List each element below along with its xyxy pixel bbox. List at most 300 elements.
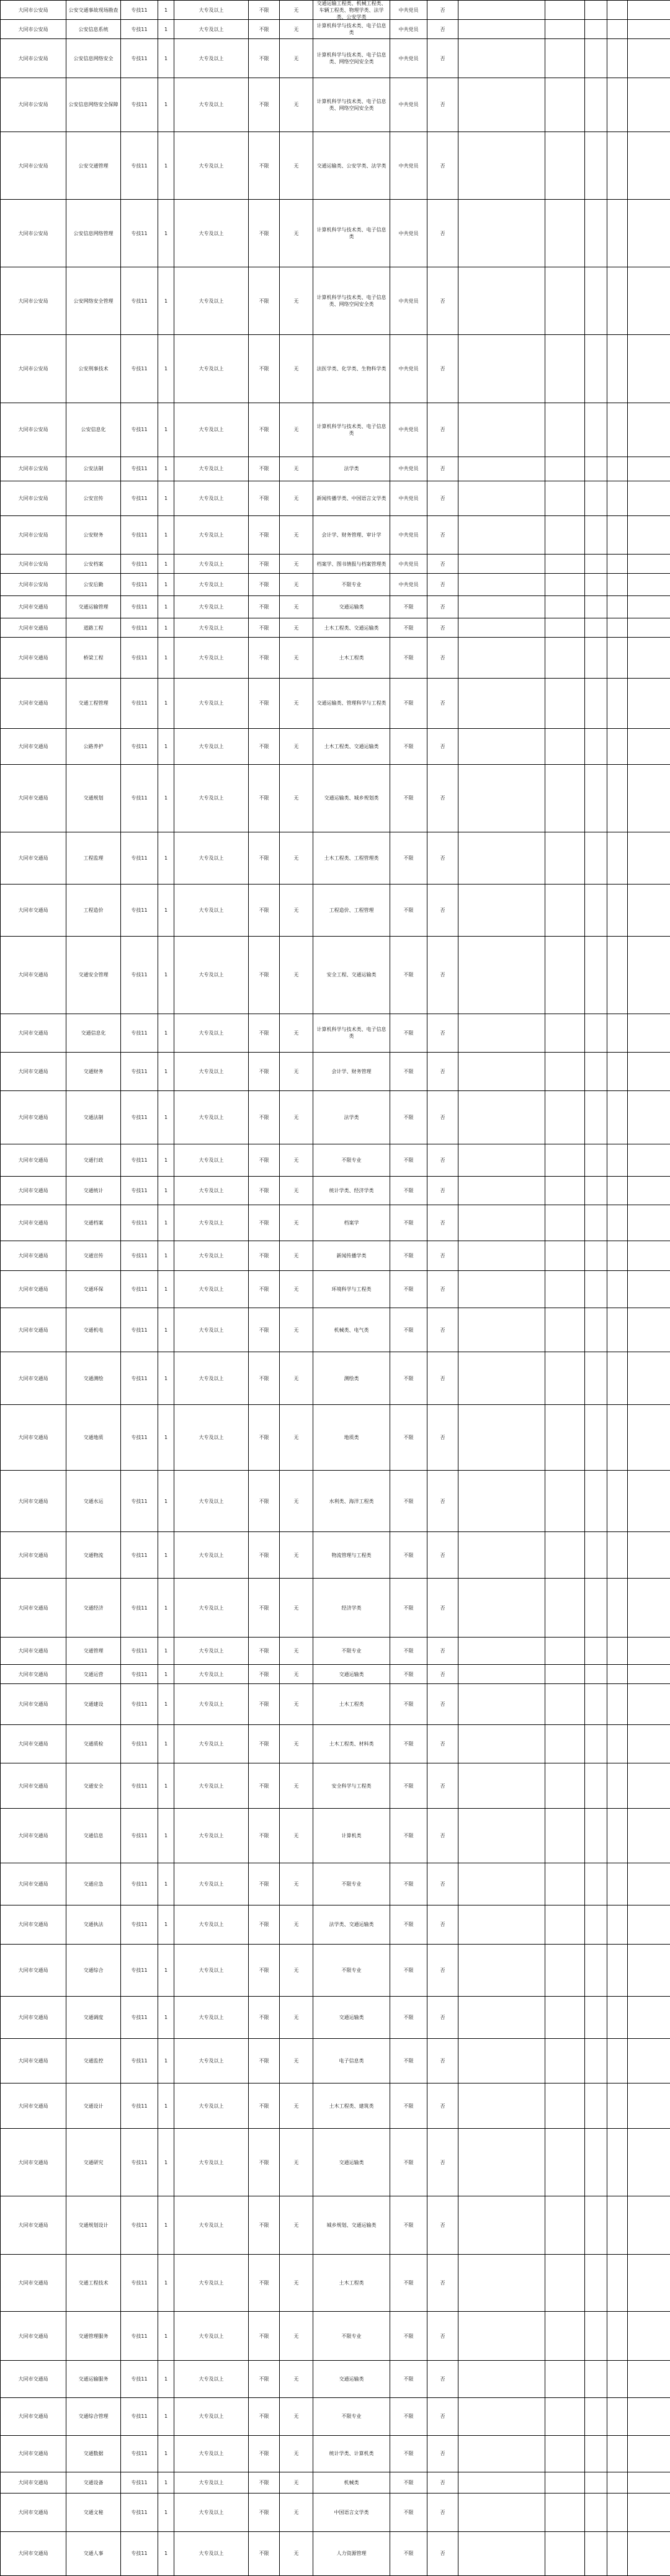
table-cell: 大专及以上 bbox=[174, 1905, 249, 1944]
table-cell bbox=[585, 1665, 607, 1684]
table-cell bbox=[545, 885, 585, 937]
table-cell: 交通运输类 bbox=[313, 596, 390, 618]
table-cell bbox=[607, 1053, 628, 1091]
table-cell bbox=[628, 1471, 670, 1533]
table-cell: 大同市公安局 bbox=[1, 20, 66, 39]
table-cell bbox=[628, 1905, 670, 1944]
table-cell bbox=[585, 39, 607, 78]
table-cell: 交通设计 bbox=[66, 2084, 121, 2129]
table-cell bbox=[607, 1905, 628, 1944]
table-cell: 大同市交通局 bbox=[1, 1725, 66, 1763]
table-cell: 否 bbox=[427, 1, 458, 20]
table-cell: 交通财务 bbox=[66, 1053, 121, 1091]
table-cell bbox=[585, 765, 607, 832]
table-cell: 交通规划设计 bbox=[66, 2196, 121, 2255]
table-cell: 不限 bbox=[390, 2494, 427, 2532]
table-cell bbox=[628, 574, 670, 596]
table-cell bbox=[545, 335, 585, 403]
table-cell: 无 bbox=[280, 1863, 313, 1906]
table-cell bbox=[607, 78, 628, 132]
table-cell: 大专及以上 bbox=[174, 937, 249, 1014]
table-cell bbox=[628, 1579, 670, 1638]
table-cell: 大专及以上 bbox=[174, 1809, 249, 1863]
table-cell: 不限 bbox=[249, 1863, 280, 1906]
table-cell: 大专及以上 bbox=[174, 2398, 249, 2436]
table-cell: 不限 bbox=[249, 2196, 280, 2255]
table-cell: 专技11 bbox=[121, 1579, 158, 1638]
table-cell: 无 bbox=[280, 1177, 313, 1206]
table-cell bbox=[545, 1638, 585, 1665]
table-cell: 专技11 bbox=[121, 20, 158, 39]
table-cell bbox=[607, 2312, 628, 2361]
table-cell: 1 bbox=[158, 2196, 174, 2255]
table-cell bbox=[585, 1684, 607, 1724]
table-cell: 中共党员 bbox=[390, 403, 427, 457]
table-cell bbox=[458, 596, 545, 618]
table-cell bbox=[607, 1997, 628, 2039]
table-cell: 交通综合 bbox=[66, 1945, 121, 1997]
table-cell: 无 bbox=[280, 2472, 313, 2494]
table-cell: 大同市交通局 bbox=[1, 1014, 66, 1053]
table-cell bbox=[545, 1241, 585, 1271]
table-cell: 环境科学与工程类 bbox=[313, 1271, 390, 1308]
table-cell: 交通管理服务 bbox=[66, 2312, 121, 2361]
table-cell bbox=[585, 2361, 607, 2397]
table-cell: 专技11 bbox=[121, 132, 158, 200]
table-cell bbox=[458, 555, 545, 574]
table-cell bbox=[458, 2039, 545, 2084]
table-cell: 1 bbox=[158, 1997, 174, 2039]
table-cell bbox=[545, 638, 585, 678]
table-cell bbox=[545, 1665, 585, 1684]
table-cell bbox=[607, 832, 628, 885]
table-cell: 桥梁工程 bbox=[66, 638, 121, 678]
table-cell: 交通监控 bbox=[66, 2039, 121, 2084]
table-cell bbox=[607, 1014, 628, 1053]
table-cell: 1 bbox=[158, 2532, 174, 2575]
table-cell: 否 bbox=[427, 2472, 458, 2494]
table-cell: 1 bbox=[158, 1177, 174, 1206]
table-cell bbox=[607, 574, 628, 596]
table-cell: 无 bbox=[280, 1241, 313, 1271]
table-cell: 无 bbox=[280, 1684, 313, 1724]
table-cell bbox=[545, 132, 585, 200]
table-cell bbox=[585, 596, 607, 618]
table-cell: 不限 bbox=[249, 1352, 280, 1404]
table-cell bbox=[545, 1091, 585, 1144]
table-cell bbox=[585, 555, 607, 574]
table-cell: 不限 bbox=[249, 1905, 280, 1944]
table-cell: 无 bbox=[280, 2196, 313, 2255]
table-cell: 否 bbox=[427, 2129, 458, 2196]
table-cell bbox=[545, 596, 585, 618]
table-cell: 大同市公安局 bbox=[1, 132, 66, 200]
table-cell bbox=[458, 1863, 545, 1906]
table-cell bbox=[458, 403, 545, 457]
table-cell: 不限 bbox=[390, 1308, 427, 1353]
table-cell: 公安信息网络安全保障 bbox=[66, 78, 121, 132]
table-cell: 大专及以上 bbox=[174, 200, 249, 267]
table-cell: 大专及以上 bbox=[174, 2472, 249, 2494]
table-cell: 大专及以上 bbox=[174, 1, 249, 20]
table-cell: 交通运输工程类、机械工程类、车辆工程类、物理学类、法学类、公安学类 bbox=[313, 1, 390, 20]
table-cell bbox=[585, 1144, 607, 1176]
table-cell: 大专及以上 bbox=[174, 267, 249, 335]
table-cell: 1 bbox=[158, 516, 174, 555]
table-cell: 1 bbox=[158, 1863, 174, 1906]
table-cell: 无 bbox=[280, 335, 313, 403]
table-cell: 不限 bbox=[249, 1809, 280, 1863]
table-cell bbox=[628, 1, 670, 20]
table-cell: 交通经济 bbox=[66, 1579, 121, 1638]
table-cell: 中共党员 bbox=[390, 132, 427, 200]
table-cell bbox=[545, 2361, 585, 2397]
table-cell: 不限 bbox=[249, 1945, 280, 1997]
table-cell: 不限 bbox=[390, 1091, 427, 1144]
table-cell: 公安宣传 bbox=[66, 481, 121, 516]
table-cell bbox=[628, 267, 670, 335]
table-cell: 大同市交通局 bbox=[1, 885, 66, 937]
table-cell bbox=[585, 937, 607, 1014]
table-cell: 大专及以上 bbox=[174, 1665, 249, 1684]
table-cell: 交通运输类 bbox=[313, 1997, 390, 2039]
table-cell bbox=[607, 2129, 628, 2196]
table-cell bbox=[628, 2398, 670, 2436]
table-cell bbox=[628, 481, 670, 516]
table-cell bbox=[607, 638, 628, 678]
table-cell bbox=[458, 2398, 545, 2436]
table-cell: 土木工程类、交通运输类 bbox=[313, 618, 390, 638]
table-cell: 不限 bbox=[249, 1665, 280, 1684]
table-cell: 否 bbox=[427, 618, 458, 638]
table-cell: 计算机科学与技术类、电子信息类 bbox=[313, 1014, 390, 1053]
table-cell: 专技11 bbox=[121, 1905, 158, 1944]
table-cell bbox=[628, 1091, 670, 1144]
table-cell: 不限 bbox=[249, 1177, 280, 1206]
table-cell bbox=[545, 200, 585, 267]
table-cell: 交通运输类、管理科学与工程类 bbox=[313, 679, 390, 729]
table-cell: 不限 bbox=[249, 1579, 280, 1638]
table-cell bbox=[545, 1471, 585, 1533]
table-cell: 1 bbox=[158, 20, 174, 39]
table-cell bbox=[607, 1091, 628, 1144]
table-cell: 大同市交通局 bbox=[1, 2472, 66, 2494]
table-cell bbox=[628, 638, 670, 678]
table-cell bbox=[628, 1638, 670, 1665]
table-cell: 否 bbox=[427, 1091, 458, 1144]
table-cell: 不限 bbox=[390, 1809, 427, 1863]
table-cell: 大专及以上 bbox=[174, 1177, 249, 1206]
table-cell: 专技11 bbox=[121, 2436, 158, 2472]
table-cell: 专技11 bbox=[121, 2255, 158, 2312]
table-cell: 无 bbox=[280, 2255, 313, 2312]
table-cell bbox=[628, 555, 670, 574]
table-cell: 1 bbox=[158, 1725, 174, 1763]
table-cell: 不限 bbox=[390, 1014, 427, 1053]
table-cell: 大同市交通局 bbox=[1, 1665, 66, 1684]
table-cell: 公安网络安全管理 bbox=[66, 267, 121, 335]
table-cell: 大同市交通局 bbox=[1, 1308, 66, 1353]
table-cell: 不限 bbox=[249, 1763, 280, 1809]
table-cell: 大专及以上 bbox=[174, 1863, 249, 1906]
table-cell bbox=[545, 457, 585, 481]
table-cell: 法学类、交通运输类 bbox=[313, 1905, 390, 1944]
table-cell: 不限 bbox=[249, 516, 280, 555]
table-cell: 1 bbox=[158, 2494, 174, 2532]
table-cell: 大专及以上 bbox=[174, 2084, 249, 2129]
table-cell: 大专及以上 bbox=[174, 1945, 249, 1997]
table-cell: 不限 bbox=[249, 679, 280, 729]
table-cell: 专技11 bbox=[121, 516, 158, 555]
table-cell: 否 bbox=[427, 1809, 458, 1863]
table-cell bbox=[585, 679, 607, 729]
table-cell bbox=[585, 1863, 607, 1906]
table-cell bbox=[545, 267, 585, 335]
table-cell bbox=[458, 1241, 545, 1271]
table-cell bbox=[545, 555, 585, 574]
table-cell: 不限 bbox=[249, 20, 280, 39]
table-cell: 不限 bbox=[249, 885, 280, 937]
table-cell: 不限 bbox=[249, 2084, 280, 2129]
table-cell: 否 bbox=[427, 2398, 458, 2436]
table-cell: 专技11 bbox=[121, 1352, 158, 1404]
table-cell: 无 bbox=[280, 596, 313, 618]
table-cell: 无 bbox=[280, 1945, 313, 1997]
table-cell: 交通运输服务 bbox=[66, 2361, 121, 2397]
table-cell bbox=[458, 885, 545, 937]
table-cell bbox=[628, 1205, 670, 1241]
table-cell: 1 bbox=[158, 2472, 174, 2494]
table-cell: 土木工程类、工程管理类 bbox=[313, 832, 390, 885]
table-cell: 大专及以上 bbox=[174, 596, 249, 618]
table-cell bbox=[585, 1809, 607, 1863]
table-cell: 1 bbox=[158, 596, 174, 618]
table-cell bbox=[458, 20, 545, 39]
table-cell: 会计学、财务管理 bbox=[313, 1053, 390, 1091]
table-cell: 交通水运 bbox=[66, 1471, 121, 1533]
table-cell: 不限 bbox=[390, 1905, 427, 1944]
table-cell bbox=[585, 1, 607, 20]
table-cell: 专技11 bbox=[121, 937, 158, 1014]
table-cell bbox=[585, 20, 607, 39]
table-cell: 大同市交通局 bbox=[1, 2084, 66, 2129]
table-cell bbox=[585, 885, 607, 937]
table-cell: 公路养护 bbox=[66, 729, 121, 765]
table-cell bbox=[458, 937, 545, 1014]
table-cell: 不限 bbox=[249, 1014, 280, 1053]
table-cell: 交通机电 bbox=[66, 1308, 121, 1353]
table-cell bbox=[458, 679, 545, 729]
table-cell bbox=[607, 1945, 628, 1997]
table-cell bbox=[545, 1053, 585, 1091]
table-cell: 交通设备 bbox=[66, 2472, 121, 2494]
table-cell: 专技11 bbox=[121, 200, 158, 267]
table-cell bbox=[607, 596, 628, 618]
table-cell bbox=[545, 2494, 585, 2532]
table-cell: 无 bbox=[280, 1271, 313, 1308]
table-cell: 计算机科学与技术类、电子信息类 bbox=[313, 403, 390, 457]
table-cell: 大专及以上 bbox=[174, 39, 249, 78]
table-cell: 交通物流 bbox=[66, 1532, 121, 1579]
table-cell: 不限 bbox=[249, 1271, 280, 1308]
table-cell: 交通规划 bbox=[66, 765, 121, 832]
table-cell: 交通安全管理 bbox=[66, 937, 121, 1014]
table-cell: 不限 bbox=[249, 39, 280, 78]
table-cell: 无 bbox=[280, 481, 313, 516]
table-cell: 交通调度 bbox=[66, 1997, 121, 2039]
table-cell: 大专及以上 bbox=[174, 1471, 249, 1533]
table-cell: 中共党员 bbox=[390, 574, 427, 596]
table-cell bbox=[628, 2129, 670, 2196]
table-cell: 大专及以上 bbox=[174, 1308, 249, 1353]
table-cell bbox=[545, 39, 585, 78]
table-cell bbox=[585, 574, 607, 596]
table-cell bbox=[628, 2472, 670, 2494]
table-cell bbox=[607, 729, 628, 765]
table-cell bbox=[607, 1763, 628, 1809]
table-cell: 不限 bbox=[390, 1579, 427, 1638]
table-cell: 无 bbox=[280, 1308, 313, 1353]
table-cell bbox=[607, 1665, 628, 1684]
table-cell bbox=[585, 1725, 607, 1763]
table-cell: 否 bbox=[427, 638, 458, 678]
table-cell bbox=[628, 2196, 670, 2255]
table-cell bbox=[585, 1405, 607, 1471]
table-cell: 1 bbox=[158, 1471, 174, 1533]
table-cell: 专技11 bbox=[121, 1091, 158, 1144]
table-cell: 1 bbox=[158, 1638, 174, 1665]
table-cell: 专技11 bbox=[121, 574, 158, 596]
table-cell: 大同市交通局 bbox=[1, 1352, 66, 1404]
table-cell: 否 bbox=[427, 1684, 458, 1724]
table-cell: 无 bbox=[280, 20, 313, 39]
table-cell: 否 bbox=[427, 1144, 458, 1176]
table-cell: 否 bbox=[427, 2196, 458, 2255]
table-cell bbox=[458, 1763, 545, 1809]
table-cell: 专技11 bbox=[121, 1809, 158, 1863]
table-cell bbox=[545, 1144, 585, 1176]
table-cell: 土木工程类 bbox=[313, 638, 390, 678]
table-cell bbox=[458, 1905, 545, 1944]
table-cell bbox=[585, 2084, 607, 2129]
table-cell: 大同市交通局 bbox=[1, 1945, 66, 1997]
table-cell: 否 bbox=[427, 1205, 458, 1241]
table-cell: 大同市交通局 bbox=[1, 832, 66, 885]
table-cell: 不限 bbox=[390, 1684, 427, 1724]
table-cell: 否 bbox=[427, 1725, 458, 1763]
table-cell: 不限 bbox=[390, 2472, 427, 2494]
table-cell: 交通地质 bbox=[66, 1405, 121, 1471]
table-cell: 无 bbox=[280, 2532, 313, 2575]
table-cell bbox=[585, 335, 607, 403]
table-cell: 不限 bbox=[249, 2361, 280, 2397]
table-cell: 交通档案 bbox=[66, 1205, 121, 1241]
table-cell: 法医学类、化学类、生物科学类 bbox=[313, 335, 390, 403]
table-cell: 无 bbox=[280, 937, 313, 1014]
table-cell: 不限 bbox=[249, 937, 280, 1014]
table-cell bbox=[545, 1405, 585, 1471]
table-cell: 不限 bbox=[249, 403, 280, 457]
table-cell: 无 bbox=[280, 618, 313, 638]
table-cell: 交通综合管理 bbox=[66, 2398, 121, 2436]
table-cell bbox=[545, 1, 585, 20]
table-cell bbox=[545, 2532, 585, 2575]
table-cell: 专技11 bbox=[121, 1405, 158, 1471]
table-cell: 1 bbox=[158, 2039, 174, 2084]
table-cell: 专技11 bbox=[121, 1638, 158, 1665]
table-cell bbox=[585, 2312, 607, 2361]
table-cell bbox=[607, 2532, 628, 2575]
table-cell bbox=[585, 2039, 607, 2084]
table-cell: 大同市交通局 bbox=[1, 1579, 66, 1638]
table-cell: 土木工程类 bbox=[313, 2255, 390, 2312]
table-cell: 不限 bbox=[249, 1205, 280, 1241]
table-cell: 1 bbox=[158, 78, 174, 132]
table-cell: 计算机科学与技术类、电子信息类、网络空间安全类 bbox=[313, 267, 390, 335]
table-cell bbox=[607, 2039, 628, 2084]
table-cell: 经济学类 bbox=[313, 1579, 390, 1638]
table-cell: 不限专业 bbox=[313, 2398, 390, 2436]
table-cell: 1 bbox=[158, 1405, 174, 1471]
table-cell: 不限 bbox=[390, 1763, 427, 1809]
table-cell bbox=[458, 1177, 545, 1206]
table-cell: 大专及以上 bbox=[174, 132, 249, 200]
table-cell: 否 bbox=[427, 937, 458, 1014]
table-cell: 新闻传播学类 bbox=[313, 1241, 390, 1271]
table-cell bbox=[628, 885, 670, 937]
table-cell bbox=[628, 1532, 670, 1579]
table-cell: 中共党员 bbox=[390, 1, 427, 20]
table-cell bbox=[585, 516, 607, 555]
table-cell: 交通运输类 bbox=[313, 2361, 390, 2397]
table-cell: 否 bbox=[427, 1271, 458, 1308]
table-cell bbox=[545, 1352, 585, 1404]
table-cell: 1 bbox=[158, 1053, 174, 1091]
table-cell: 安全科学与工程类 bbox=[313, 1763, 390, 1809]
table-cell: 大同市交通局 bbox=[1, 1684, 66, 1724]
table-cell bbox=[607, 39, 628, 78]
table-cell: 不限 bbox=[249, 1684, 280, 1724]
table-cell bbox=[628, 335, 670, 403]
table-cell: 人力资源管理 bbox=[313, 2532, 390, 2575]
table-cell bbox=[628, 457, 670, 481]
table-cell: 交通运输类、公安学类、法学类 bbox=[313, 132, 390, 200]
table-cell: 不限 bbox=[249, 1532, 280, 1579]
table-cell bbox=[458, 1638, 545, 1665]
table-cell: 不限 bbox=[249, 618, 280, 638]
table-cell: 大同市交通局 bbox=[1, 638, 66, 678]
table-cell: 计算机类 bbox=[313, 1809, 390, 1863]
table-cell: 大同市交通局 bbox=[1, 1532, 66, 1579]
table-cell bbox=[545, 2039, 585, 2084]
table-cell bbox=[628, 1684, 670, 1724]
table-cell: 1 bbox=[158, 39, 174, 78]
table-cell: 不限 bbox=[249, 2129, 280, 2196]
table-cell: 不限专业 bbox=[313, 1144, 390, 1176]
table-cell: 专技11 bbox=[121, 1205, 158, 1241]
table-cell: 专技11 bbox=[121, 679, 158, 729]
table-cell bbox=[628, 2494, 670, 2532]
table-cell bbox=[585, 403, 607, 457]
table-cell: 无 bbox=[280, 1144, 313, 1176]
table-cell: 大专及以上 bbox=[174, 1638, 249, 1665]
table-cell: 大同市交通局 bbox=[1, 1471, 66, 1533]
table-cell: 专技11 bbox=[121, 1471, 158, 1533]
table-cell: 工程造价 bbox=[66, 885, 121, 937]
table-cell: 不限 bbox=[390, 618, 427, 638]
table-cell: 1 bbox=[158, 2436, 174, 2472]
table-cell: 大同市公安局 bbox=[1, 267, 66, 335]
